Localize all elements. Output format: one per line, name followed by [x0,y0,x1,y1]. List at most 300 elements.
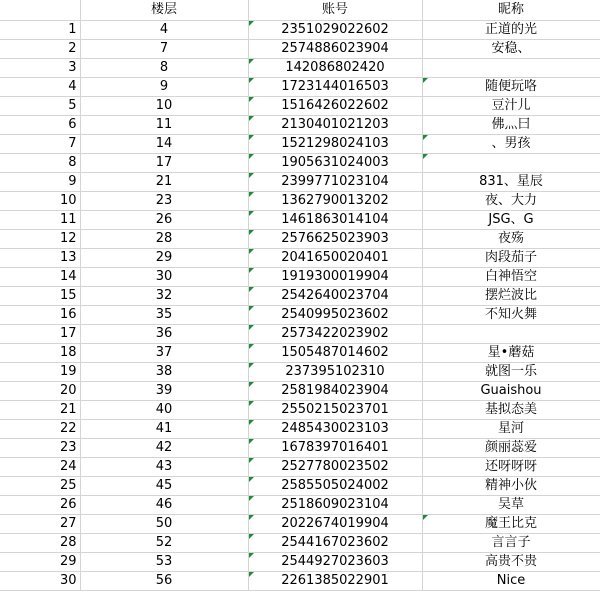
text-number-indicator-icon [249,116,254,121]
cell-account[interactable] [248,267,422,286]
cell-nickname-text: 831、星辰 [479,173,543,189]
cell-floor[interactable] [80,305,248,324]
cell-floor-text: 7 [159,40,169,56]
table-row [0,39,600,58]
cell-index-text: 19 [59,363,77,379]
table-row [0,229,600,248]
table-row [0,514,600,533]
cell-nickname[interactable] [422,191,600,210]
text-number-indicator-icon [249,135,254,140]
text-number-indicator-icon [249,572,254,577]
cell-account[interactable] [248,495,422,514]
cell-nickname-text: Nice [496,572,526,588]
cell-nickname[interactable] [422,305,600,324]
text-number-indicator-icon [249,363,254,368]
table-row [0,115,600,134]
cell-account[interactable] [248,381,422,400]
cell-account[interactable] [248,229,422,248]
cell-nickname-text: 夜殇 [497,230,524,246]
text-number-indicator-icon [249,97,254,102]
text-number-indicator-icon [249,287,254,292]
cell-index[interactable] [0,495,80,514]
cell-index-text: 26 [59,496,77,512]
cell-nickname-text: 魔王比克 [484,515,537,531]
cell-account-text: 2544167023602 [281,534,389,550]
text-number-indicator-icon [249,59,254,64]
cell-account[interactable] [248,419,422,438]
cell-index[interactable] [0,39,80,58]
text-number-indicator-icon [249,78,254,83]
cell-floor-text: 17 [155,154,173,170]
cell-nickname-text: 佛灬曰 [491,116,531,132]
cell-floor[interactable] [80,153,248,172]
table-row [0,96,600,115]
cell-index-text: 4 [68,78,77,94]
cell-account-text: 2022674019904 [281,515,389,531]
table-row [0,191,600,210]
cell-nickname[interactable] [422,267,600,286]
table-row [0,153,600,172]
cell-index-text: 11 [59,211,77,227]
cell-nickname-text: 就图一乐 [484,363,537,379]
cell-nickname-text: 正道的光 [484,21,537,37]
cell-nickname[interactable] [422,96,600,115]
cell-account-text: 1678397016401 [281,439,389,455]
cell-index[interactable] [0,134,80,153]
cell-account-text: 1505487014602 [281,344,389,360]
cell-floor[interactable] [80,438,248,457]
cell-floor[interactable] [80,476,248,495]
cell-nickname-text: JSG、G [488,211,534,227]
cell-account-text: 1521298024103 [281,135,389,151]
cell-account[interactable] [248,20,422,39]
cell-index[interactable] [0,476,80,495]
cell-account[interactable] [248,457,422,476]
cell-index[interactable] [0,267,80,286]
cell-index[interactable] [0,419,80,438]
header-cell-account[interactable]: 账号 [248,0,422,20]
cell-index-text: 8 [68,154,77,170]
cell-nickname[interactable] [422,571,600,590]
cell-index[interactable] [0,77,80,96]
cell-index[interactable] [0,286,80,305]
cell-nickname[interactable] [422,495,600,514]
text-number-indicator-icon [249,534,254,539]
cell-floor[interactable] [80,229,248,248]
cell-index[interactable] [0,400,80,419]
cell-account-text: 1516426022602 [281,97,389,113]
table-row [0,533,600,552]
table-row [0,476,600,495]
cell-index[interactable] [0,457,80,476]
cell-nickname[interactable] [422,248,600,267]
text-number-indicator-icon [249,211,254,216]
cell-account[interactable] [248,248,422,267]
cell-floor[interactable] [80,191,248,210]
cell-nickname[interactable] [422,172,600,191]
cell-floor[interactable] [80,343,248,362]
cell-index[interactable] [0,381,80,400]
cell-nickname[interactable] [422,514,600,533]
cell-floor[interactable] [80,381,248,400]
table-row [0,58,600,77]
cell-floor-text: 52 [155,534,173,550]
text-number-indicator-icon [423,515,428,520]
cell-index[interactable] [0,571,80,590]
cell-floor-text: 40 [155,401,173,417]
cell-index-text: 13 [59,249,77,265]
cell-index-text: 25 [59,477,77,493]
text-number-indicator-icon [249,382,254,387]
cell-floor[interactable] [80,571,248,590]
cell-nickname-text: 肉段茄子 [484,249,537,265]
cell-nickname-text: 白神悟空 [484,268,537,284]
cell-index-text: 20 [59,382,77,398]
text-number-indicator-icon [423,78,428,83]
cell-account[interactable] [248,571,422,590]
cell-nickname[interactable] [422,533,600,552]
table-row [0,495,600,514]
text-number-indicator-icon [249,230,254,235]
cell-nickname-text: 言言子 [491,534,531,550]
cell-nickname-text: 颜丽蕊爱 [484,439,537,455]
cell-floor[interactable] [80,552,248,571]
table-row [0,20,600,39]
text-number-indicator-icon [423,135,428,140]
cell-nickname[interactable] [422,39,600,58]
cell-account-text: 2351029022602 [281,21,389,37]
cell-index-text: 6 [68,116,77,132]
cell-nickname-text: 安稳、 [491,40,531,56]
header-row [0,0,600,20]
cell-nickname-text: 基拟态美 [484,401,537,417]
cell-floor[interactable] [80,210,248,229]
cell-account-text: 142086802420 [285,59,385,75]
cell-nickname[interactable] [422,20,600,39]
cell-nickname[interactable] [422,210,600,229]
cell-nickname[interactable] [422,324,600,343]
cell-index[interactable] [0,58,80,77]
cell-nickname[interactable] [422,400,600,419]
cell-floor-text: 28 [155,230,173,246]
cell-nickname[interactable] [422,153,600,172]
cell-account[interactable] [248,305,422,324]
cell-floor-text: 45 [155,477,173,493]
cell-nickname[interactable] [422,381,600,400]
cell-index[interactable] [0,96,80,115]
table-row [0,172,600,191]
cell-nickname[interactable] [422,362,600,381]
cell-index-text: 24 [59,458,77,474]
cell-account-text: 2041650020401 [281,249,389,265]
cell-account[interactable] [248,400,422,419]
cell-floor[interactable] [80,419,248,438]
cell-nickname-text: 星河 [497,420,524,436]
cell-index[interactable] [0,172,80,191]
cell-floor[interactable] [80,514,248,533]
cell-account[interactable] [248,172,422,191]
cell-nickname-text: 、男孩 [491,135,531,151]
header-cell-nickname[interactable]: 昵称 [422,0,600,20]
cell-floor-text: 36 [155,325,173,341]
text-number-indicator-icon [249,477,254,482]
cell-floor[interactable] [80,324,248,343]
cell-floor-text: 14 [155,135,173,151]
cell-floor[interactable] [80,77,248,96]
table-body [0,20,600,590]
cell-floor-text: 50 [155,515,173,531]
cell-nickname-text: 夜、大力 [484,192,537,208]
table-row [0,438,600,457]
table-row [0,343,600,362]
cell-account-text: 2540995023602 [281,306,389,322]
table-row [0,267,600,286]
cell-index[interactable] [0,153,80,172]
cell-floor-text: 11 [155,116,173,132]
table-row [0,248,600,267]
cell-index-text: 22 [59,420,77,436]
text-number-indicator-icon [249,173,254,178]
cell-nickname-text: 高贵不贵 [484,553,537,569]
table-row [0,571,600,590]
text-number-indicator-icon [249,420,254,425]
cell-index[interactable] [0,533,80,552]
cell-index[interactable] [0,362,80,381]
cell-floor[interactable] [80,400,248,419]
cell-account-text: 1919300019904 [281,268,389,284]
cell-account[interactable] [248,286,422,305]
table-row [0,324,600,343]
cell-account-text: 2542640023704 [281,287,389,303]
cell-nickname-text: 豆汁儿 [491,97,531,113]
cell-index-text: 17 [59,325,77,341]
cell-floor[interactable] [80,39,248,58]
text-number-indicator-icon [249,249,254,254]
cell-index-text: 2 [68,40,77,56]
cell-index-text: 12 [59,230,77,246]
table-row [0,381,600,400]
cell-floor[interactable] [80,58,248,77]
cell-account[interactable] [248,514,422,533]
cell-floor[interactable] [80,172,248,191]
table-row [0,400,600,419]
table-row [0,77,600,96]
cell-floor[interactable] [80,267,248,286]
text-number-indicator-icon [423,154,428,159]
cell-nickname[interactable] [422,438,600,457]
cell-account[interactable] [248,77,422,96]
text-number-indicator-icon [249,439,254,444]
cell-nickname[interactable] [422,476,600,495]
cell-account-text: 2399771023104 [281,173,389,189]
cell-index-text: 3 [68,59,77,75]
cell-floor-text: 35 [155,306,173,322]
cell-account[interactable] [248,476,422,495]
table-row [0,457,600,476]
cell-floor-text: 39 [155,382,173,398]
cell-index-text: 5 [68,97,77,113]
cell-index-text: 14 [59,268,77,284]
cell-floor[interactable] [80,457,248,476]
cell-nickname[interactable] [422,229,600,248]
cell-nickname-text: 吴草 [497,496,524,512]
cell-account[interactable] [248,115,422,134]
cell-nickname-text: 精神小伙 [484,477,537,493]
cell-floor-text: 23 [155,192,173,208]
cell-index-text: 16 [59,306,77,322]
table-row [0,362,600,381]
cell-account-text: 1723144016503 [281,78,389,94]
cell-account-text: 2544927023603 [281,553,389,569]
cell-nickname[interactable] [422,77,600,96]
table-row [0,286,600,305]
cell-account[interactable] [248,324,422,343]
cell-index-text: 29 [59,553,77,569]
cell-account[interactable] [248,134,422,153]
cell-nickname-text: 还呀呀呀 [484,458,537,474]
cell-account[interactable] [248,96,422,115]
cell-nickname[interactable] [422,115,600,134]
cell-account-text: 2576625023903 [281,230,389,246]
cell-index[interactable] [0,210,80,229]
cell-nickname[interactable] [422,134,600,153]
text-number-indicator-icon [249,344,254,349]
header-cell-floor[interactable]: 楼层 [80,0,248,20]
cell-floor-text: 38 [155,363,173,379]
cell-index[interactable] [0,514,80,533]
cell-floor-text: 46 [155,496,173,512]
cell-floor-text: 8 [159,59,169,75]
cell-index[interactable] [0,438,80,457]
cell-floor[interactable] [80,115,248,134]
cell-index[interactable] [0,305,80,324]
text-number-indicator-icon [249,458,254,463]
cell-index[interactable] [0,20,80,39]
cell-index[interactable] [0,229,80,248]
cell-index-text: 27 [59,515,77,531]
cell-account-text: 2130401021203 [281,116,389,132]
cell-account[interactable] [248,153,422,172]
text-number-indicator-icon [249,154,254,159]
cell-index[interactable] [0,115,80,134]
cell-account-text: 2573422023902 [281,325,389,341]
cell-floor[interactable] [80,533,248,552]
cell-account[interactable] [248,552,422,571]
cell-floor-text: 41 [155,420,173,436]
cell-nickname-text: 不知火舞 [484,306,537,322]
cell-account[interactable] [248,362,422,381]
cell-nickname[interactable] [422,457,600,476]
cell-floor[interactable] [80,134,248,153]
cell-index[interactable] [0,343,80,362]
cell-account-text: 2581984023904 [281,382,389,398]
cell-nickname[interactable] [422,343,600,362]
cell-account-text: 2527780023502 [281,458,389,474]
text-number-indicator-icon [249,401,254,406]
cell-nickname-text: 星•蘑菇 [487,344,535,360]
header-cell-index[interactable] [0,0,80,20]
text-number-indicator-icon [249,21,254,26]
cell-floor[interactable] [80,286,248,305]
cell-floor-text: 30 [155,268,173,284]
cell-account[interactable] [248,343,422,362]
cell-floor[interactable] [80,20,248,39]
cell-index-text: 23 [59,439,77,455]
cell-nickname-text: 摆烂波比 [484,287,537,303]
cell-floor-text: 43 [155,458,173,474]
cell-nickname[interactable] [422,286,600,305]
cell-index-text: 1 [68,21,77,37]
cell-floor-text: 29 [155,249,173,265]
cell-floor-text: 10 [155,97,173,113]
cell-account-text: 2485430023103 [281,420,389,436]
text-number-indicator-icon [249,496,254,501]
cell-floor-text: 32 [155,287,173,303]
cell-account-text: 2550215023701 [281,401,389,417]
cell-index-text: 18 [59,344,77,360]
cell-index-text: 15 [59,287,77,303]
table-row [0,305,600,324]
cell-floor-text: 9 [159,78,169,94]
cell-nickname-text: 随便玩咯 [484,78,537,94]
cell-account-text: 237395102310 [285,363,385,379]
table-row [0,210,600,229]
cell-account-text: 2518609023104 [281,496,389,512]
cell-account[interactable] [248,533,422,552]
cell-account-text: 2574886023904 [281,40,389,56]
cell-account[interactable] [248,191,422,210]
cell-floor[interactable] [80,248,248,267]
text-number-indicator-icon [249,515,254,520]
cell-account[interactable] [248,39,422,58]
cell-floor-text: 21 [155,173,173,189]
cell-floor[interactable] [80,96,248,115]
cell-index-text: 9 [68,173,77,189]
text-number-indicator-icon [249,268,254,273]
cell-index-text: 28 [59,534,77,550]
cell-floor-text: 4 [159,21,169,37]
cell-account-text: 1461863014104 [281,211,389,227]
cell-account[interactable] [248,438,422,457]
cell-account[interactable] [248,58,422,77]
text-number-indicator-icon [249,325,254,330]
cell-account-text: 1905631024003 [281,154,389,170]
table-row [0,134,600,153]
cell-floor-text: 42 [155,439,173,455]
cell-account[interactable] [248,210,422,229]
cell-floor[interactable] [80,362,248,381]
cell-nickname[interactable] [422,58,600,77]
cell-nickname[interactable] [422,552,600,571]
cell-index[interactable] [0,248,80,267]
cell-nickname[interactable] [422,419,600,438]
cell-index-text: 30 [59,572,77,588]
cell-index[interactable] [0,191,80,210]
cell-index[interactable] [0,552,80,571]
text-number-indicator-icon [249,553,254,558]
cell-account-text: 1362790013202 [281,192,389,208]
text-number-indicator-icon [249,306,254,311]
cell-index[interactable] [0,324,80,343]
cell-floor-text: 37 [155,344,173,360]
cell-account-text: 2261385022901 [281,572,389,588]
text-number-indicator-icon [249,192,254,197]
table-row [0,419,600,438]
cell-nickname-text: Guaishou [480,382,542,398]
cell-floor-text: 56 [155,572,173,588]
cell-floor-text: 53 [155,553,173,569]
cell-floor[interactable] [80,495,248,514]
